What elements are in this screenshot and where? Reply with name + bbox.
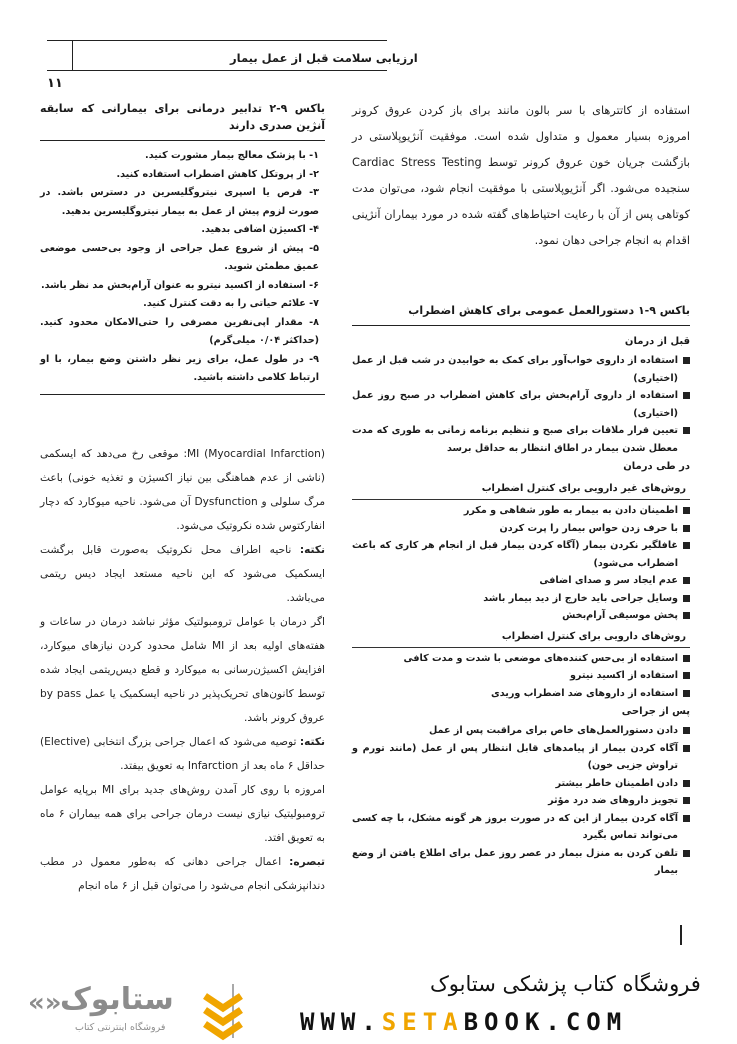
list-item bbox=[352, 607, 690, 625]
list-item bbox=[352, 590, 690, 608]
box-9-1-title: باکس ۹-۱ دستورالعمل عمومی برای کاهش اضطراب bbox=[408, 304, 690, 317]
bullet-square-icon bbox=[683, 745, 690, 752]
list-item: ۱- با پزشک معالج بیمار مشورت کنید. bbox=[145, 150, 319, 161]
list-item bbox=[352, 792, 690, 810]
thrombolytic-paragraph: اگر درمان با عوامل ترومبولتیک مؤثر نباشد درمان در ساعات و هفته‌های اولیه بعد از MI شامل محدود کردن نیازهای میوکارد، افزایش اکسیژن‌رسانی به میوکارد و قطع دیس‌ریتمی ایجاد شده توسط کانون‌های تحریک‌پذیر در ناحیه ایسکمیک یا عمل by pass عروق کرونر باشد. bbox=[40, 616, 325, 724]
after-surgery-list bbox=[352, 722, 690, 880]
bullet-square-icon bbox=[683, 780, 690, 787]
list-item: ۵- پیش از شروع عمل جراحی از وجود بی‌حسی موضعی عمیق مطمئن شوید. bbox=[40, 242, 319, 272]
list-item-text: دادن دستورالعمل‌های خاص برای مراقبت پس از عمل bbox=[428, 725, 678, 736]
note-2 bbox=[40, 730, 325, 778]
note-2-label: نکته: bbox=[299, 736, 325, 748]
box-9-1 bbox=[352, 302, 690, 880]
list-item-text: استفاده از داروهای ضد اضطراب وریدی bbox=[490, 687, 678, 699]
list-item-text: اطمینان دادن به بیمار به طور شفاهی و مکرر bbox=[463, 505, 678, 516]
box-9-1-divider bbox=[352, 325, 690, 326]
list-item: ۲- از پروتکل کاهش اضطراب استفاده کنید. bbox=[116, 168, 319, 180]
list-item-text: وسایل جراحی باید خارج از دید بیمار باشد bbox=[483, 592, 678, 604]
non-drug-methods-list bbox=[352, 502, 690, 625]
store-url[interactable] bbox=[300, 1008, 627, 1036]
box-9-2-divider bbox=[40, 140, 325, 141]
bullet-square-icon bbox=[683, 797, 690, 804]
list-item bbox=[352, 422, 690, 457]
right-top-text bbox=[352, 98, 690, 254]
after-surgery-heading: پس از جراحی bbox=[621, 706, 690, 717]
page-number: ۱۱ bbox=[47, 76, 63, 91]
angioplasty-paragraph: استفاده از کاتترهای با سر بالون مانند برای باز کردن عروق کرونر امروزه بسیار معمول و متداول شده است. موفقیت آنژیوپلاستی در بازگشت جریان خون عروق کرونر توسط Cardiac Stress Testing سنجیده می‌شود. اگر آنژیوپلاستی با موفقیت انجام شود، می‌توان مدت کوتاهی پس از آن با رعایت احتیاط‌های گفته شده در مورد بیماران آنژینی اقدام به انجام جراحی دهان نمود. bbox=[352, 104, 690, 247]
non-drug-methods-heading: روش‌های غیر دارویی برای کنترل اضطراب bbox=[352, 479, 690, 500]
box-9-2-list bbox=[40, 147, 325, 388]
header-bottom-rule bbox=[47, 70, 387, 71]
list-item: ۷- علائم حیاتی را به دقت کنترل کنید. bbox=[143, 298, 319, 309]
box-9-1-end-mark bbox=[680, 925, 682, 945]
store-logo-subtitle: فروشگاه اینترنتی کتاب bbox=[75, 1022, 166, 1033]
list-item bbox=[352, 387, 690, 422]
list-item-text: تعیین قرار ملاقات برای صبح و تنظیم برنامه زمانی به طوری که مدت معطل شدن بیمار در اطاق انتظار به حداقل برسد bbox=[352, 425, 678, 454]
list-item-text: استفاده از داروی خواب‌آور برای کمک به خوابیدن در شب قبل از عمل (اختیاری) bbox=[352, 355, 678, 384]
list-item bbox=[352, 775, 690, 793]
store-url-suffix: BOOK.COM bbox=[463, 1008, 628, 1036]
bullet-square-icon bbox=[683, 357, 690, 364]
bullet-square-icon bbox=[683, 690, 690, 697]
bullet-square-icon bbox=[683, 655, 690, 662]
bullet-square-icon bbox=[683, 542, 690, 549]
list-item: ۸- مقدار اپی‌نفرین مصرفی را حتی‌الامکان محدود کنید. (حداکثر ۰/۰۴ میلی‌گرم) bbox=[40, 316, 319, 346]
list-item: ۹- در طول عمل، برای زیر نظر داشتن وضع بیمار، با او ارتباط کلامی داشته باشید. bbox=[40, 353, 319, 383]
bullet-square-icon bbox=[683, 525, 690, 532]
list-item: ۳- قرص یا اسپری نیتروگلیسرین در دسترس باشد. در صورت لزوم پیش از عمل به بیمار نیتروگلیسرین بدهید. bbox=[40, 187, 319, 217]
list-item-text: آگاه کردن بیمار از این که در صورت بروز هر گونه مشکل، با چه کسی می‌تواند تماس بگیرد bbox=[352, 812, 678, 841]
list-item-text: استفاده از اکسید نیترو bbox=[569, 670, 678, 681]
store-title: فروشگاه کتاب پزشکی ستابوک bbox=[430, 972, 701, 996]
note-3 bbox=[40, 850, 325, 898]
list-item-text: با حرف زدن حواس بیمار را پرت کردن bbox=[499, 522, 678, 534]
header-vertical-rule bbox=[72, 40, 73, 70]
list-item-text: آگاه کردن بیمار از پیامدهای قابل انتظار پس از عمل (مانند تورم و تراوش جزیی خون) bbox=[352, 742, 678, 771]
list-item bbox=[352, 845, 690, 880]
bullet-square-icon bbox=[683, 595, 690, 602]
before-treatment-list bbox=[352, 352, 690, 457]
note-1-text: ناحیه اطراف محل نکروتیک به‌صورت قابل برگشت ایسکمیک می‌شود که این ناحیه مستعد ایجاد دیس ریتمی می‌باشد. bbox=[40, 544, 325, 604]
list-item: ۶- استفاده از اکسید نیترو به عنوان آرام‌بخش مد نظر باشد. bbox=[40, 279, 319, 291]
list-item-text: تلفن کردن به منزل بیمار در عصر روز عمل برای اطلاع یافتن از وضع بیمار bbox=[352, 847, 678, 876]
running-title: ارزیابی سلامت قبل از عمل بیمار bbox=[230, 51, 418, 65]
list-item-text: غافلگیر نکردن بیمار (آگاه کردن بیمار قبل از انجام هر کاری که باعث اضطراب می‌شود) bbox=[352, 540, 678, 569]
list-item bbox=[352, 810, 690, 845]
list-item-text: عدم ایجاد سر و صدای اضافی bbox=[539, 575, 678, 586]
box-9-2-title: باکس ۹-۲ تدابیر درمانی برای بیمارانی که سابقه آنژین صدری دارند bbox=[40, 102, 326, 132]
list-item bbox=[352, 685, 690, 703]
list-item-text: استفاده از داروی آرام‌بخش برای کاهش اضطراب در صبح روز عمل (اختیاری) bbox=[352, 390, 678, 419]
before-treatment-heading: قبل از درمان bbox=[624, 336, 690, 347]
modern-methods-paragraph: امروزه با روی کار آمدن روش‌های جدید برای MI برپایه عوامل ترومبولیتیک نیازی نیست درمان جراحی برای همه بیماران ۶ ماه به تعویق افتد. bbox=[40, 784, 325, 844]
bullet-square-icon bbox=[683, 507, 690, 514]
list-item: ۴- اکسیژن اضافی بدهید. bbox=[201, 224, 319, 235]
list-item-text: پخش موسیقی آرام‌بخش bbox=[562, 610, 678, 621]
drug-methods-list bbox=[352, 650, 690, 703]
list-item-text: دادن اطمینان خاطر بیشتر bbox=[555, 777, 678, 789]
bullet-square-icon bbox=[683, 672, 690, 679]
list-item bbox=[352, 650, 690, 668]
list-item-text: استفاده از بی‌حس کننده‌های موضعی با شدت و مدت کافی bbox=[403, 652, 678, 664]
note-3-text: اعمال جراحی دهانی که به‌طور معمول در مطب دندانپزشکی انجام می‌شود را می‌توان قبل از ۶ ماه انجام bbox=[40, 856, 325, 892]
bullet-square-icon bbox=[683, 850, 690, 857]
mi-paragraph: MI (Myocardial Infarction): موقعی رخ می‌دهد که ایسکمی (ناشی از عدم هماهنگی بین نیاز اکسیژن و تغذیه خونی) باعث مرگ سلولی و Dysfunction آن می‌شود. ناحیه میوکارد که دچار انفارکتوس شده نکروتیک می‌شود. bbox=[40, 448, 325, 532]
logo-chevron-icon: «» bbox=[28, 988, 62, 1018]
store-url-accent: SETA bbox=[381, 1008, 464, 1036]
list-item bbox=[352, 740, 690, 775]
note-3-label: تبصره: bbox=[289, 856, 325, 868]
list-item bbox=[352, 722, 690, 740]
header-top-rule bbox=[47, 40, 387, 41]
store-logo-text: ستابوک bbox=[60, 982, 174, 1017]
box-9-2 bbox=[40, 100, 325, 401]
list-item-text: تجویز داروهای ضد درد مؤثر bbox=[548, 795, 678, 806]
bullet-square-icon bbox=[683, 577, 690, 584]
store-url-prefix: WWW. bbox=[300, 1008, 382, 1036]
bullet-square-icon bbox=[683, 727, 690, 734]
list-item bbox=[352, 667, 690, 685]
bullet-square-icon bbox=[683, 427, 690, 434]
drug-methods-heading: روش‌های دارویی برای کنترل اضطراب bbox=[352, 627, 690, 648]
note-1 bbox=[40, 538, 325, 610]
store-chevron-logo-icon bbox=[195, 982, 255, 1042]
note-1-label: نکته: bbox=[299, 544, 325, 556]
note-2-text: توصیه می‌شود که اعمال جراحی بزرگ انتخابی (Elective) حداقل ۶ ماه بعد از Infarction به تعویق بیفتد. bbox=[40, 736, 325, 772]
during-treatment-heading: در طی درمان bbox=[623, 461, 690, 472]
list-item bbox=[352, 537, 690, 572]
bullet-square-icon bbox=[683, 392, 690, 399]
bullet-square-icon bbox=[683, 612, 690, 619]
bullet-square-icon bbox=[683, 815, 690, 822]
list-item bbox=[352, 352, 690, 387]
list-item bbox=[352, 572, 690, 590]
box-9-2-bottom-rule bbox=[40, 394, 325, 395]
left-body-text bbox=[40, 442, 325, 898]
list-item bbox=[352, 520, 690, 538]
list-item bbox=[352, 502, 690, 520]
